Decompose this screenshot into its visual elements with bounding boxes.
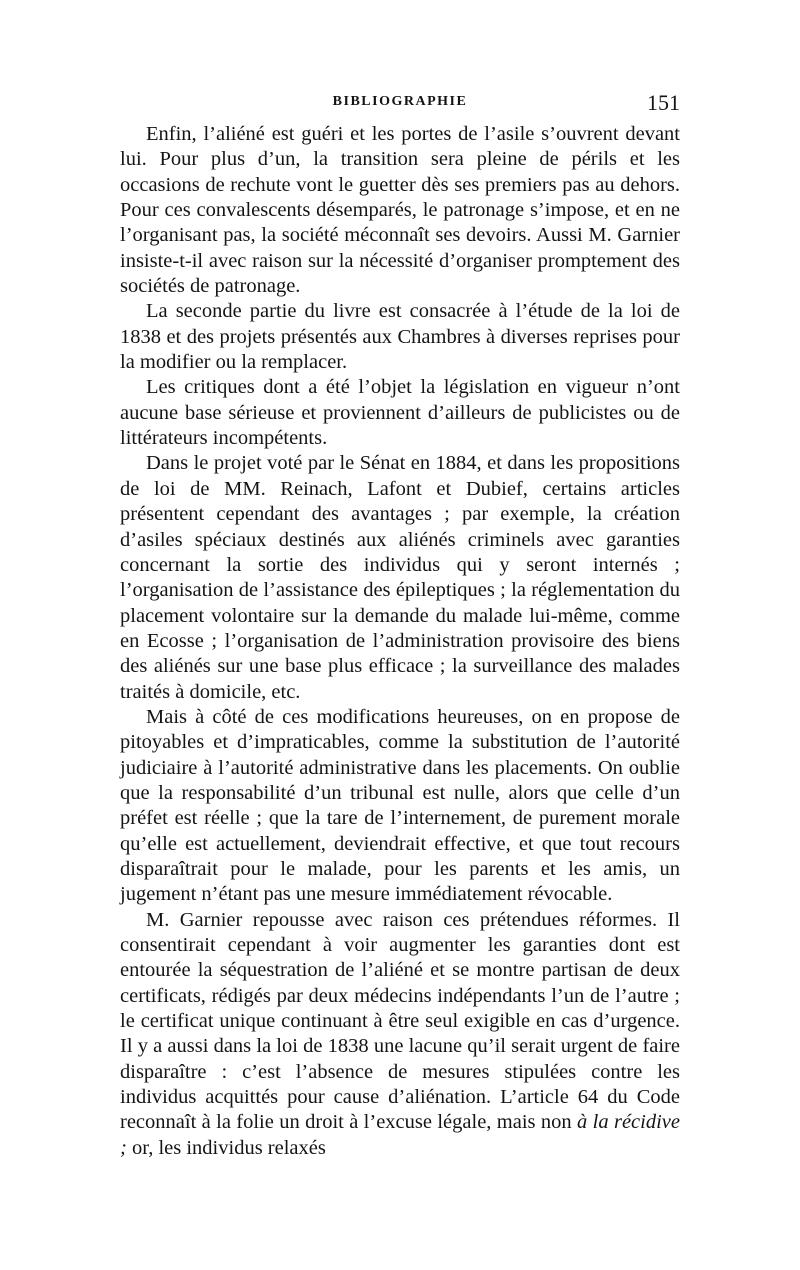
paragraph-senate-project: Dans le projet voté par le Sénat en 1884, et dans les propositions de loi de MM. Reinach, Lafont et Dubief, certains articles présentent cependant des avantages ; par exemple, la création d’asiles spéciaux destinés aux aliénés criminels avec garanties concernant la sortie des individus qui y seront internés ; l’organisation de l’assistance des épileptiques ; la réglementation du placement volontaire sur la demande du malade lui-même, comme en Ecosse ; l’organisation de l’administration provisoire des biens des aliénés sur une base plus efficace ; la surveillance des malades traités à domicile, etc. [120, 452, 680, 703]
body-text [120, 122, 680, 1161]
paragraph-reforms [120, 908, 680, 1161]
italic-phrase: à la récidive ; [120, 1111, 680, 1159]
running-title: BIBLIOGRAPHIE [332, 94, 468, 109]
paragraph-reforms-ending: or, les individus relaxés [126, 1136, 326, 1159]
page-number: 151 [647, 90, 680, 115]
page-header [120, 90, 680, 122]
paragraph-aftercare: Enfin, l’aliéné est guéri et les portes de l’asile s’ouvrent devant lui. Pour plus d’un, la transition sera pleine de périls et les occasions de rechute vont le guetter dès ses premiers pas au dehors. Pour ces convalescents désemparés, le patronage s’impose, et en ne l’organisant pas, la société méconnaît ses devoirs. Aussi M. Garnier insiste-t-il avec raison sur la nécessité d’organiser promptement des sociétés de patronage. [120, 123, 680, 298]
book-page [120, 90, 680, 1161]
paragraph-critiques: Les critiques dont a été l’objet la législation en vigueur n’ont aucune base sérieuse et proviennent d’ailleurs de publicistes ou de littérateurs incompétents. [120, 376, 680, 450]
paragraph-second-part: La seconde partie du livre est consacrée à l’étude de la loi de 1838 et des projets présentés aux Chambres à diverses reprises pour la modifier ou la remplacer. [120, 300, 680, 374]
paragraph-modifications: Mais à côté de ces modifications heureuses, on en propose de pitoyables et d’impraticables, comme la substitution de l’autorité judiciaire à l’autorité administrative dans les placements. On oublie que la responsabilité d’un tribunal est nulle, alors que celle d’un préfet est réelle ; que la tare de l’internement, de purement morale qu’elle est actuellement, deviendrait effective, et que tout recours disparaîtrait pour le malade, pour les parents et les amis, un jugement n’étant pas une mesure immédiatement révocable. [120, 705, 680, 906]
paragraph-reforms-text: M. Garnier repousse avec raison ces prétendues réformes. Il consentirait cependant à voir augmenter les garanties dont est entourée la séquestration de l’aliéné et se montre partisan de deux certificats, rédigés par deux médecins indépendants l’un de l’autre ; le certificat unique continuant à être seul exigible en cas d’urgence. Il y a aussi dans la loi de 1838 une lacune qu’il serait urgent de faire disparaître : c’est l’absence de mesures stipulées contre les individus acquittés pour cause d’aliénation. L’article 64 du Code reconnaît à la folie un droit à l’excuse légale, mais non [120, 908, 680, 1134]
